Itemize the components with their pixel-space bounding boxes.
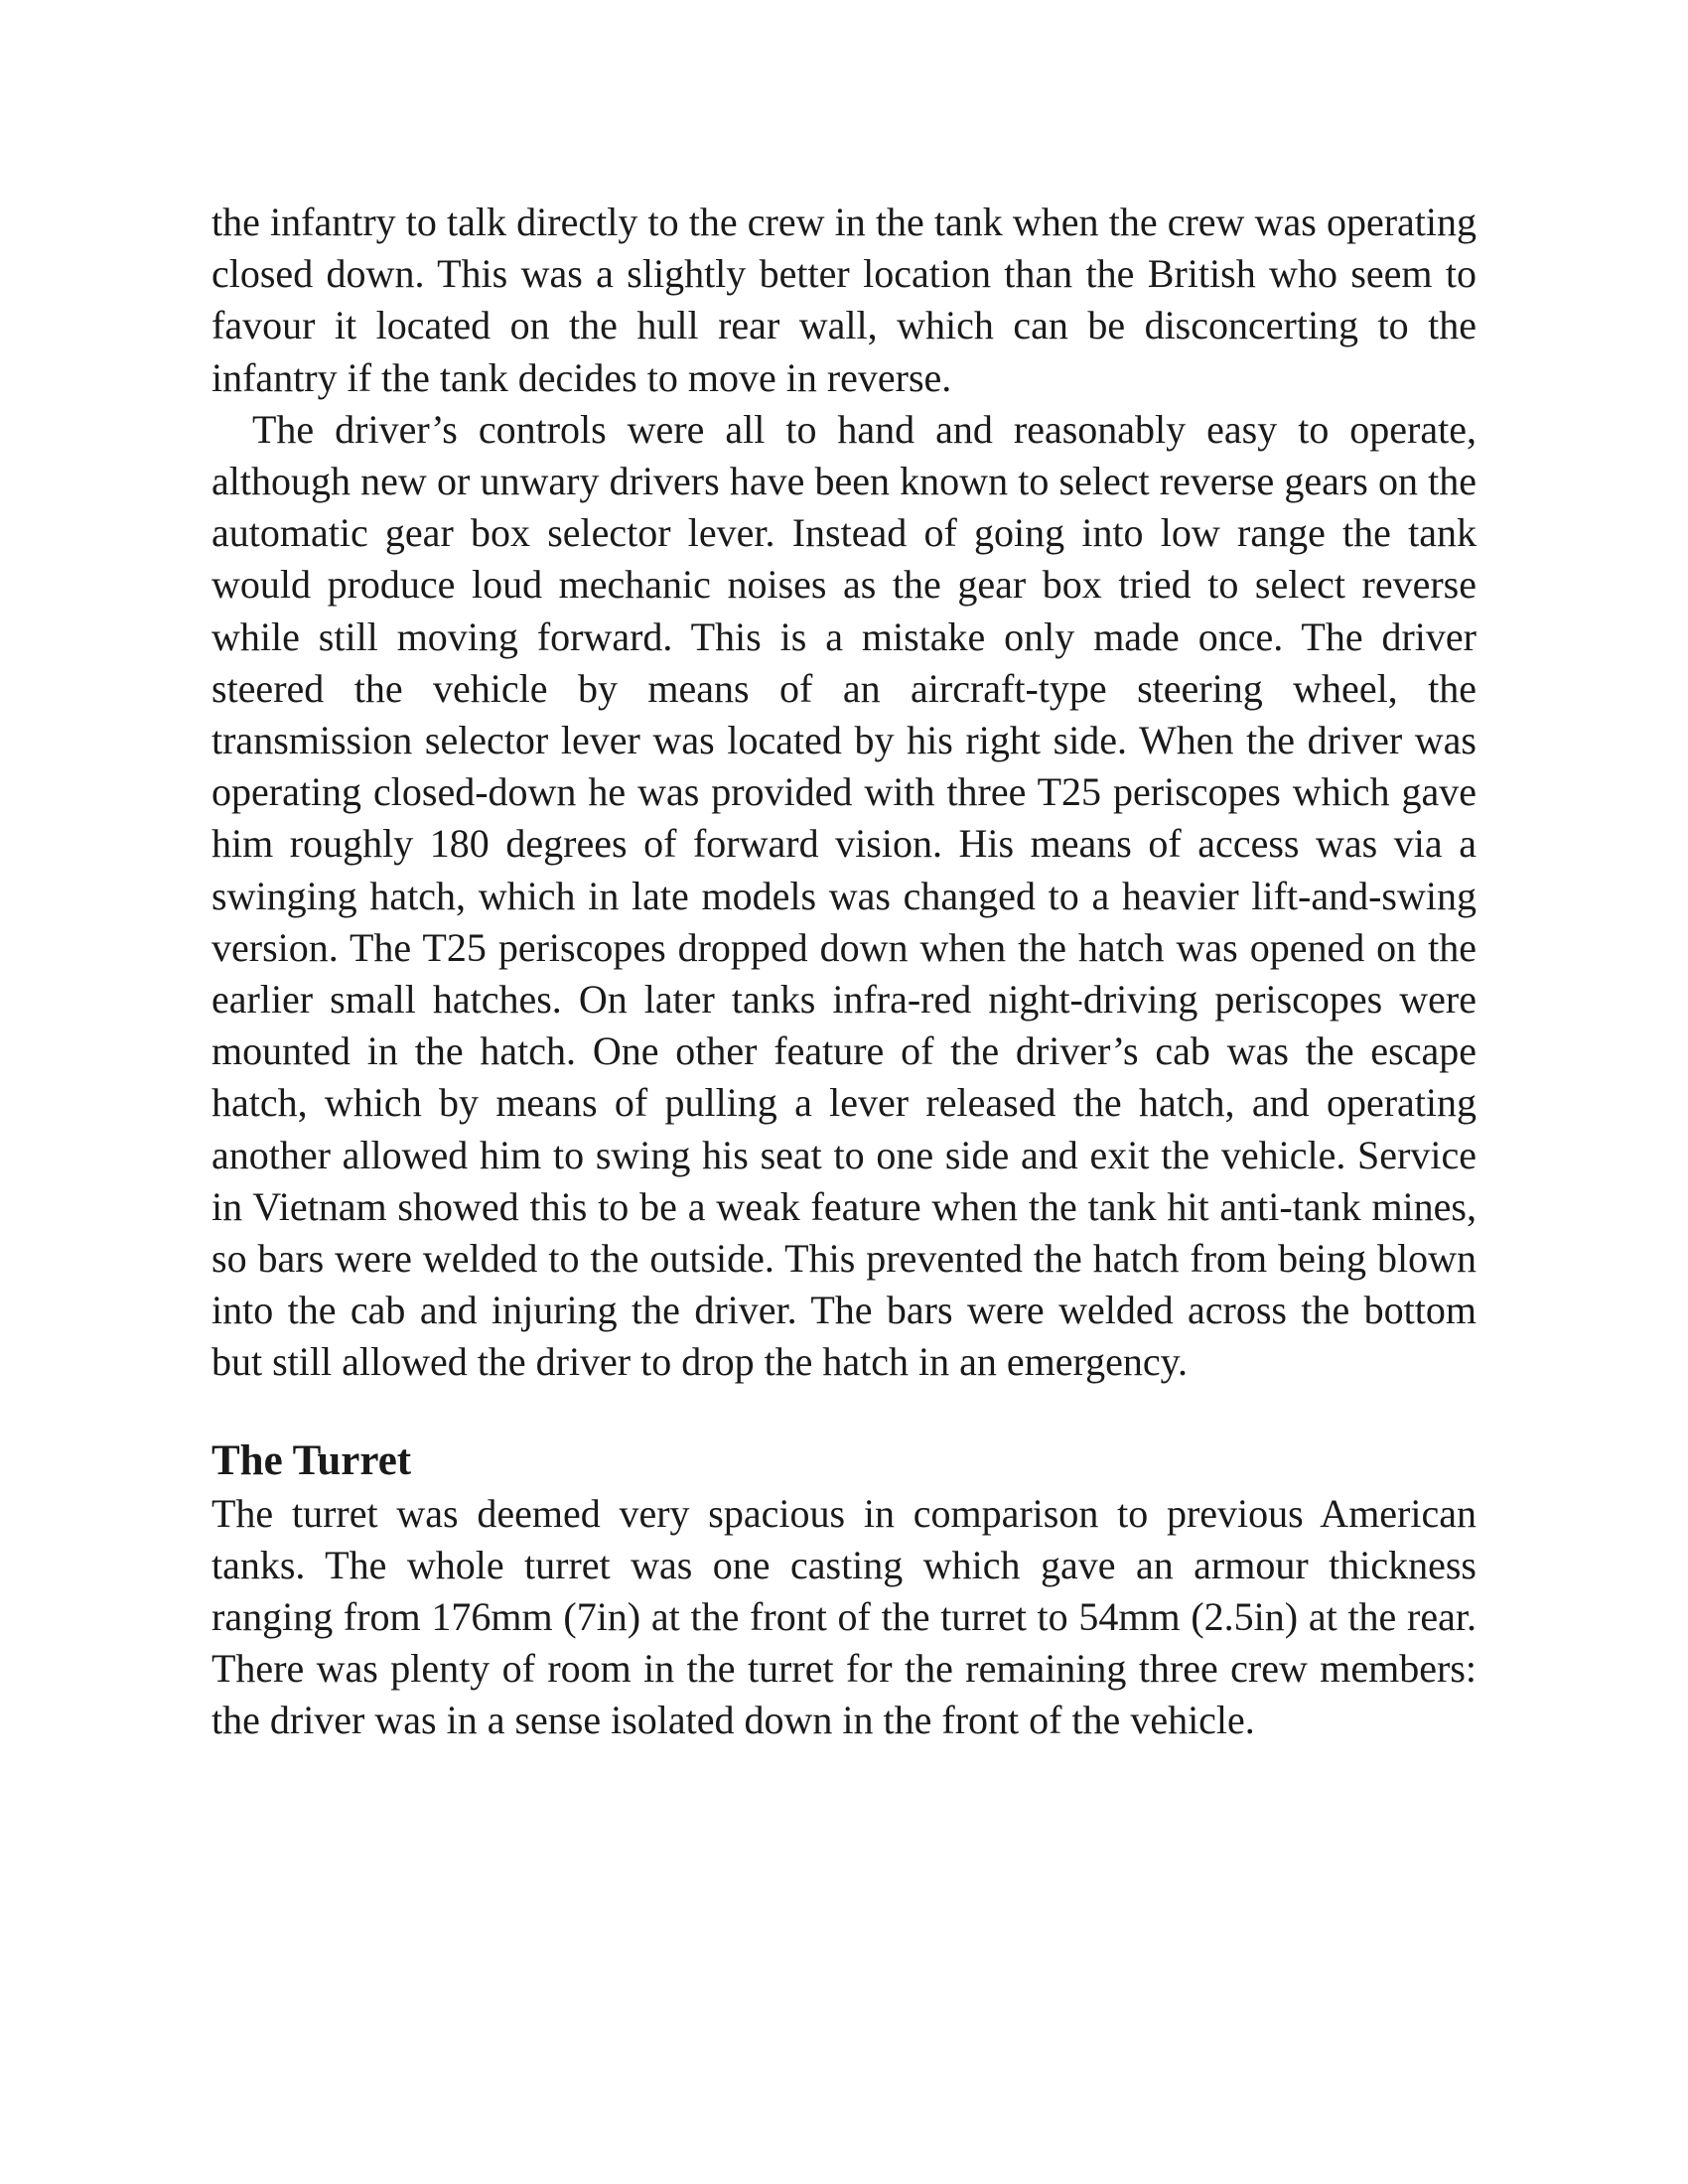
paragraph-continued: the infantry to talk directly to the crew in the tank when the crew was operating closed down. This was a slightly better location than the British who seem to favour it located on the hull rear wall, which can be disconcerting to the infantry if the tank decides to move in reverse.	[211, 200, 1477, 400]
paragraph-turret: The turret was deemed very spacious in comparison to previous American tanks. The whole turret was one casting which gave an armour thickness ranging from 176mm (7in) at the front of the turret to 54mm (2.5in) at the rear. There was plenty of room in the turret for the remaining three crew members: the driver was in a sense isolated down in the front of the vehicle.	[211, 1490, 1477, 1743]
section-heading: The Turret	[211, 1436, 412, 1484]
page-body	[211, 197, 1477, 1747]
paragraph-driver-controls: The driver’s controls were all to hand and reasonably easy to operate, although new or unwary drivers have been known to select reverse gears on the automatic gear box selector lever. Instead of going into low range the tank would produce loud mechanic noises as the gear box tried to select reverse while still moving forward. This is a mistake only made once. The driver steered the vehicle by means of an aircraft-type steering wheel, the transmission selector lever was located by his right side. When the driver was operating closed-down he was provided with three T25 periscopes which gave him roughly 180 degrees of forward vision. His means of access was via a swinging hatch, which in late models was changed to a heavier lift-and-swing version. The T25 periscopes dropped down when the hatch was opened on the earlier small hatches. On later tanks infra-red night-driving periscopes were mounted in the hatch. One other feature of the driver’s cab was the escape hatch, which by means of pulling a lever released the hatch, and operating another allowed him to swing his seat to one side and exit the vehicle. Service in Vietnam showed this to be a weak feature when the tank hit anti-tank mines, so bars were welded to the outside. This prevented the hatch from being blown into the cab and injuring the driver. The bars were welded across the bottom but still allowed the driver to drop the hatch in an emergency.	[211, 406, 1477, 1385]
